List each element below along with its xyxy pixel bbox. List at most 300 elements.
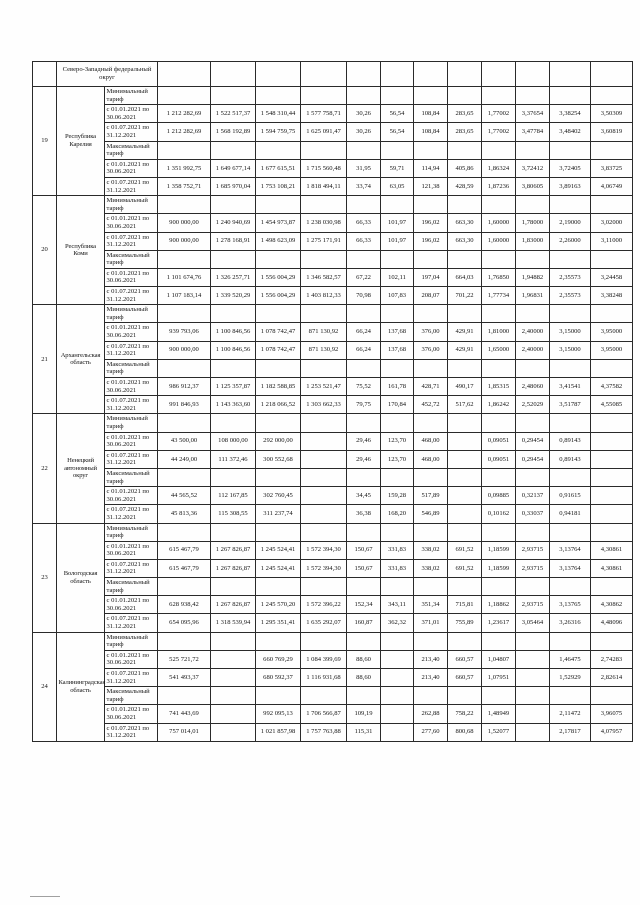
value-cell: 517,89 [414, 487, 448, 505]
value-cell: 45 813,36 [158, 505, 211, 523]
period-label: с 01.07.2021 по 31.12.2021 [105, 232, 158, 250]
value-cell: 29,46 [347, 432, 381, 450]
table-row [33, 341, 633, 359]
period-label: с 01.07.2021 по 31.12.2021 [105, 396, 158, 414]
value-cell: 2,35573 [550, 287, 591, 305]
empty-cell [482, 305, 516, 323]
value-cell: 2,35573 [550, 268, 591, 286]
value-cell: 1,83000 [516, 232, 550, 250]
empty-cell [448, 305, 482, 323]
empty-cell [211, 87, 256, 105]
tariff-type-label: Минимальный тариф [105, 87, 158, 105]
value-cell: 468,00 [414, 432, 448, 450]
table-row [33, 232, 633, 250]
value-cell: 660 769,29 [256, 650, 301, 668]
empty-cell [301, 250, 347, 268]
value-cell: 2,48060 [516, 378, 550, 396]
period-label: с 01.07.2021 по 31.12.2021 [105, 287, 158, 305]
value-cell: 490,17 [448, 378, 482, 396]
value-cell: 3,37654 [516, 105, 550, 123]
value-cell [301, 505, 347, 523]
value-cell [381, 705, 414, 723]
value-cell: 66,33 [347, 214, 381, 232]
table-row [33, 323, 633, 341]
tariff-type-row [33, 87, 633, 105]
value-cell: 4,30861 [591, 559, 633, 577]
value-cell [211, 669, 256, 687]
table-row [33, 723, 633, 741]
tariff-type-label: Минимальный тариф [105, 632, 158, 650]
value-cell: 1,18599 [482, 541, 516, 559]
empty-cell [211, 250, 256, 268]
empty-cell [516, 87, 550, 105]
value-cell: 1,77002 [482, 123, 516, 141]
value-cell: 3,05464 [516, 614, 550, 632]
empty-cell [347, 468, 381, 486]
value-cell: 3,60819 [591, 123, 633, 141]
value-cell [448, 432, 482, 450]
value-cell: 161,78 [381, 378, 414, 396]
value-cell: 663,30 [448, 232, 482, 250]
value-cell: 29,46 [347, 450, 381, 468]
value-cell: 428,71 [414, 378, 448, 396]
tariff-type-label: Минимальный тариф [105, 523, 158, 541]
value-cell: 3,15000 [550, 341, 591, 359]
value-cell: 0,09051 [482, 450, 516, 468]
tariff-type-label: Максимальный тариф [105, 141, 158, 159]
empty-cell [347, 87, 381, 105]
value-cell: 0,32137 [516, 487, 550, 505]
scan-mark [30, 896, 60, 897]
period-label: с 01.07.2021 по 31.12.2021 [105, 177, 158, 195]
empty-cell [516, 578, 550, 596]
table-row [33, 396, 633, 414]
empty-cell [347, 414, 381, 432]
value-cell: 213,40 [414, 650, 448, 668]
value-cell [381, 669, 414, 687]
value-cell: 63,05 [381, 177, 414, 195]
value-cell: 150,67 [347, 541, 381, 559]
tariff-type-row [33, 250, 633, 268]
empty-cell [381, 141, 414, 159]
empty-cell [381, 359, 414, 377]
empty-cell [448, 196, 482, 214]
value-cell: 663,30 [448, 214, 482, 232]
value-cell [591, 505, 633, 523]
empty-cell [347, 62, 381, 87]
empty-cell [158, 578, 211, 596]
value-cell: 1 706 566,87 [301, 705, 347, 723]
value-cell: 3,83725 [591, 159, 633, 177]
empty-cell [550, 359, 591, 377]
empty-cell [414, 632, 448, 650]
empty-cell [211, 414, 256, 432]
table-row [33, 650, 633, 668]
value-cell: 30,26 [347, 105, 381, 123]
empty-cell [448, 578, 482, 596]
empty-cell [516, 196, 550, 214]
tariff-type-label: Минимальный тариф [105, 414, 158, 432]
value-cell [381, 650, 414, 668]
value-cell: 1 182 588,85 [256, 378, 301, 396]
value-cell: 1 498 623,09 [256, 232, 301, 250]
value-cell: 112 167,85 [211, 487, 256, 505]
value-cell: 1,18599 [482, 559, 516, 577]
period-label: с 01.01.2021 по 30.06.2021 [105, 105, 158, 123]
empty-cell [591, 62, 633, 87]
empty-cell [347, 305, 381, 323]
value-cell: 137,68 [381, 323, 414, 341]
tariff-type-row [33, 359, 633, 377]
empty-cell [211, 141, 256, 159]
empty-cell [347, 141, 381, 159]
value-cell: 1 649 677,14 [211, 159, 256, 177]
value-cell: 1 143 363,60 [211, 396, 256, 414]
value-cell: 1,23617 [482, 614, 516, 632]
value-cell: 3,24458 [591, 268, 633, 286]
empty-cell [550, 632, 591, 650]
empty-cell [448, 359, 482, 377]
value-cell: 88,60 [347, 669, 381, 687]
value-cell [381, 723, 414, 741]
period-label: с 01.01.2021 по 30.06.2021 [105, 323, 158, 341]
tariff-type-label: Максимальный тариф [105, 468, 158, 486]
value-cell: 1 116 931,68 [301, 669, 347, 687]
value-cell: 1 278 168,91 [211, 232, 256, 250]
empty-cell [414, 578, 448, 596]
empty-cell [550, 62, 591, 87]
value-cell: 277,60 [414, 723, 448, 741]
value-cell: 108,84 [414, 123, 448, 141]
value-cell [516, 669, 550, 687]
empty-cell [256, 141, 301, 159]
empty-cell [550, 523, 591, 541]
empty-cell [381, 687, 414, 705]
value-cell: 1,48949 [482, 705, 516, 723]
value-cell: 30,26 [347, 123, 381, 141]
empty-cell [591, 468, 633, 486]
empty-cell [550, 250, 591, 268]
empty-cell [301, 414, 347, 432]
empty-cell [158, 250, 211, 268]
region-name: Ненецкий автономный округ [57, 414, 105, 523]
table-row [33, 105, 633, 123]
empty-cell [516, 632, 550, 650]
tariff-table [32, 61, 633, 742]
value-cell: 338,02 [414, 541, 448, 559]
empty-cell [550, 468, 591, 486]
value-cell: 371,01 [414, 614, 448, 632]
empty-cell [347, 578, 381, 596]
value-cell: 664,03 [448, 268, 482, 286]
empty-cell [211, 468, 256, 486]
value-cell: 1 021 857,98 [256, 723, 301, 741]
empty-cell [158, 62, 211, 87]
value-cell: 2,17817 [550, 723, 591, 741]
value-cell: 628 938,42 [158, 596, 211, 614]
value-cell: 1 212 282,69 [158, 105, 211, 123]
value-cell: 3,02000 [591, 214, 633, 232]
value-cell [211, 650, 256, 668]
empty-cell [301, 62, 347, 87]
tariff-table-body [33, 62, 633, 742]
value-cell: 3,13764 [550, 541, 591, 559]
value-cell: 1 295 351,41 [256, 614, 301, 632]
empty-cell [414, 359, 448, 377]
empty-cell [381, 87, 414, 105]
value-cell: 1 267 826,87 [211, 541, 256, 559]
value-cell: 1 245 524,41 [256, 559, 301, 577]
empty-cell [347, 687, 381, 705]
empty-cell [256, 62, 301, 87]
empty-cell [448, 468, 482, 486]
empty-cell [482, 632, 516, 650]
value-cell: 331,83 [381, 559, 414, 577]
value-cell: 0,10162 [482, 505, 516, 523]
empty-cell [211, 632, 256, 650]
value-cell: 43 500,00 [158, 432, 211, 450]
table-row [33, 432, 633, 450]
value-cell: 262,88 [414, 705, 448, 723]
value-cell: 3,38248 [591, 287, 633, 305]
value-cell: 0,29454 [516, 450, 550, 468]
value-cell: 0,29454 [516, 432, 550, 450]
value-cell [591, 487, 633, 505]
value-cell: 343,11 [381, 596, 414, 614]
empty-cell [381, 414, 414, 432]
value-cell [516, 723, 550, 741]
region-name: Республика Карелия [57, 87, 105, 196]
table-row [33, 596, 633, 614]
value-cell: 213,40 [414, 669, 448, 687]
empty-cell [482, 414, 516, 432]
empty-cell [211, 523, 256, 541]
table-row [33, 614, 633, 632]
empty-cell [591, 687, 633, 705]
value-cell: 691,52 [448, 541, 482, 559]
empty-cell [591, 196, 633, 214]
empty-cell [211, 578, 256, 596]
empty-cell [550, 578, 591, 596]
value-cell: 1 572 394,30 [301, 559, 347, 577]
empty-cell [301, 578, 347, 596]
value-cell: 197,04 [414, 268, 448, 286]
value-cell: 3,95000 [591, 341, 633, 359]
value-cell: 654 095,96 [158, 614, 211, 632]
table-row [33, 177, 633, 195]
region-number: 21 [33, 305, 57, 414]
empty-cell [381, 250, 414, 268]
value-cell: 900 000,00 [158, 214, 211, 232]
period-label: с 01.07.2021 по 31.12.2021 [105, 559, 158, 577]
value-cell: 2,52029 [516, 396, 550, 414]
period-label: с 01.01.2021 по 30.06.2021 [105, 705, 158, 723]
value-cell: 101,97 [381, 232, 414, 250]
value-cell: 1,77734 [482, 287, 516, 305]
value-cell: 1,65000 [482, 341, 516, 359]
value-cell: 1,18862 [482, 596, 516, 614]
period-label: с 01.07.2021 по 31.12.2021 [105, 723, 158, 741]
empty-cell [256, 359, 301, 377]
value-cell: 3,38254 [550, 105, 591, 123]
value-cell: 108 000,00 [211, 432, 256, 450]
value-cell: 79,75 [347, 396, 381, 414]
empty-cell [550, 87, 591, 105]
value-cell: 1 339 520,29 [211, 287, 256, 305]
empty-cell [256, 305, 301, 323]
value-cell: 1 351 992,75 [158, 159, 211, 177]
value-cell: 1,60000 [482, 232, 516, 250]
value-cell: 0,89143 [550, 432, 591, 450]
value-cell: 871 130,92 [301, 323, 347, 341]
empty-cell [448, 632, 482, 650]
empty-cell [414, 305, 448, 323]
period-label: с 01.07.2021 по 31.12.2021 [105, 341, 158, 359]
empty-cell [414, 468, 448, 486]
value-cell: 900 000,00 [158, 341, 211, 359]
value-cell: 137,68 [381, 341, 414, 359]
period-label: с 01.07.2021 по 31.12.2021 [105, 450, 158, 468]
value-cell: 1 078 742,47 [256, 341, 301, 359]
value-cell: 992 095,13 [256, 705, 301, 723]
value-cell: 59,71 [381, 159, 414, 177]
value-cell: 741 443,69 [158, 705, 211, 723]
period-label: с 01.01.2021 по 30.06.2021 [105, 378, 158, 396]
value-cell: 1 577 758,71 [301, 105, 347, 123]
tariff-type-row [33, 578, 633, 596]
value-cell: 468,00 [414, 450, 448, 468]
value-cell: 1 572 396,22 [301, 596, 347, 614]
empty-cell [381, 62, 414, 87]
table-row [33, 123, 633, 141]
value-cell: 871 130,92 [301, 341, 347, 359]
empty-cell [448, 62, 482, 87]
value-cell: 3,50309 [591, 105, 633, 123]
empty-cell [414, 250, 448, 268]
region-number: 23 [33, 523, 57, 632]
empty-cell [256, 87, 301, 105]
value-cell: 2,40000 [516, 323, 550, 341]
tariff-type-row [33, 468, 633, 486]
value-cell: 525 721,72 [158, 650, 211, 668]
tariff-type-label: Максимальный тариф [105, 578, 158, 596]
empty-cell [256, 523, 301, 541]
empty-cell [482, 578, 516, 596]
tariff-type-label: Максимальный тариф [105, 687, 158, 705]
empty-cell [448, 141, 482, 159]
value-cell [591, 432, 633, 450]
empty-cell [347, 359, 381, 377]
value-cell: 1 078 742,47 [256, 323, 301, 341]
empty-cell [448, 523, 482, 541]
period-label: с 01.01.2021 по 30.06.2021 [105, 650, 158, 668]
value-cell [301, 432, 347, 450]
value-cell: 115,31 [347, 723, 381, 741]
empty-cell [211, 305, 256, 323]
value-cell: 1 594 759,75 [256, 123, 301, 141]
value-cell: 1 625 091,47 [301, 123, 347, 141]
empty-cell [211, 62, 256, 87]
value-cell: 428,59 [448, 177, 482, 195]
value-cell: 2,93715 [516, 596, 550, 614]
value-cell: 3,47784 [516, 123, 550, 141]
region-number: 19 [33, 87, 57, 196]
tariff-type-row [33, 523, 633, 541]
empty-cell [301, 87, 347, 105]
empty-cell [482, 62, 516, 87]
value-cell: 1 212 282,69 [158, 123, 211, 141]
empty-cell [256, 578, 301, 596]
table-row [33, 705, 633, 723]
table-row [33, 505, 633, 523]
table-row [33, 487, 633, 505]
value-cell: 1,96831 [516, 287, 550, 305]
table-row [33, 450, 633, 468]
value-cell: 2,93715 [516, 541, 550, 559]
value-cell: 1 715 560,48 [301, 159, 347, 177]
value-cell: 121,38 [414, 177, 448, 195]
value-cell: 1 100 846,56 [211, 323, 256, 341]
period-label: с 01.07.2021 по 31.12.2021 [105, 669, 158, 687]
value-cell: 691,52 [448, 559, 482, 577]
empty-cell [482, 359, 516, 377]
empty-cell [482, 468, 516, 486]
empty-cell [301, 359, 347, 377]
value-cell: 1,60000 [482, 214, 516, 232]
empty-cell [414, 414, 448, 432]
value-cell: 1 556 004,29 [256, 268, 301, 286]
value-cell: 991 846,93 [158, 396, 211, 414]
empty-cell [256, 632, 301, 650]
value-cell: 546,89 [414, 505, 448, 523]
empty-cell [550, 305, 591, 323]
value-cell: 56,54 [381, 123, 414, 141]
value-cell: 115 308,55 [211, 505, 256, 523]
value-cell: 758,22 [448, 705, 482, 723]
tariff-type-row [33, 141, 633, 159]
value-cell: 1 275 171,91 [301, 232, 347, 250]
period-label: с 01.07.2021 по 31.12.2021 [105, 505, 158, 523]
empty-cell [301, 196, 347, 214]
empty-cell [256, 687, 301, 705]
value-cell: 4,30862 [591, 596, 633, 614]
period-label: с 01.01.2021 по 30.06.2021 [105, 432, 158, 450]
value-cell: 1 346 582,57 [301, 268, 347, 286]
value-cell: 701,22 [448, 287, 482, 305]
value-cell: 615 467,79 [158, 559, 211, 577]
table-row [33, 669, 633, 687]
value-cell: 1,81000 [482, 323, 516, 341]
period-label: с 01.01.2021 по 30.06.2021 [105, 541, 158, 559]
empty-cell [414, 687, 448, 705]
empty-cell [347, 632, 381, 650]
value-cell: 4,55085 [591, 396, 633, 414]
value-cell: 800,68 [448, 723, 482, 741]
empty-cell [158, 141, 211, 159]
value-cell: 159,28 [381, 487, 414, 505]
value-cell: 0,33037 [516, 505, 550, 523]
value-cell: 1 238 030,98 [301, 214, 347, 232]
value-cell: 107,83 [381, 287, 414, 305]
value-cell: 1 125 357,87 [211, 378, 256, 396]
empty-cell [482, 196, 516, 214]
region-name: Вологодская область [57, 523, 105, 632]
value-cell: 1 572 394,30 [301, 541, 347, 559]
value-cell: 1,52077 [482, 723, 516, 741]
value-cell: 1 267 826,87 [211, 596, 256, 614]
value-cell: 338,02 [414, 559, 448, 577]
empty-cell [482, 141, 516, 159]
